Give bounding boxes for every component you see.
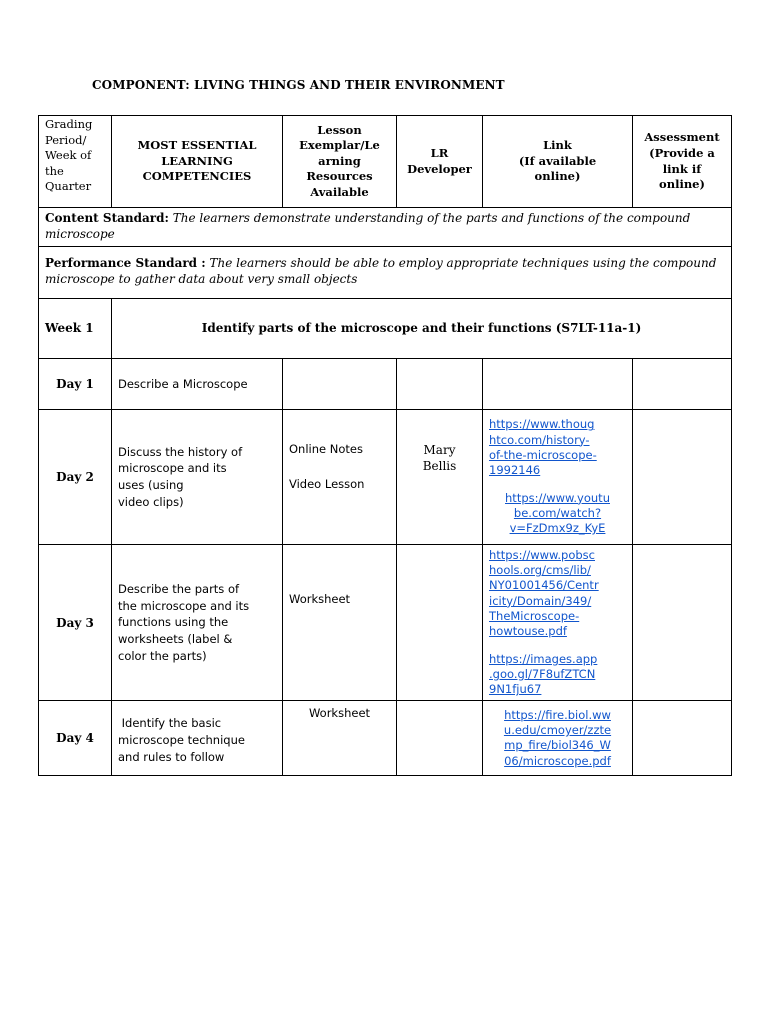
header-text: MOST ESSENTIAL bbox=[137, 138, 257, 153]
link-text: u.edu/cmoyer/zzte bbox=[503, 723, 612, 738]
header-text: COMPETENCIES bbox=[142, 169, 252, 184]
link-text: .goo.gl/7F8ufZTCN bbox=[489, 666, 596, 681]
resource-link[interactable] bbox=[489, 548, 626, 640]
header-text: (Provide a bbox=[649, 145, 715, 160]
resource-text: Worksheet bbox=[289, 591, 351, 606]
link-cell bbox=[483, 544, 633, 701]
competency-text: Identify the basic bbox=[118, 716, 222, 731]
competency-text: the microscope and its bbox=[118, 598, 250, 613]
resource-text: Online Notes bbox=[289, 442, 363, 457]
resource-link[interactable] bbox=[489, 708, 626, 769]
competency-cell bbox=[112, 701, 283, 776]
competency-text: Discuss the history of bbox=[118, 444, 243, 459]
competency-cell bbox=[112, 358, 283, 409]
link-text: hools.org/cms/lib/ bbox=[489, 563, 591, 578]
resources-cell bbox=[283, 544, 397, 701]
week-row bbox=[39, 298, 732, 358]
link-text: 06/microscope.pdf bbox=[504, 753, 611, 768]
link-text: TheMicroscope- bbox=[489, 609, 580, 624]
header-text: Assessment bbox=[644, 130, 720, 145]
competency-cell bbox=[112, 544, 283, 701]
header-text: Grading bbox=[45, 117, 93, 131]
header-text: Week of bbox=[45, 148, 92, 163]
competency-text: microscope and its bbox=[118, 461, 227, 476]
link-cell bbox=[483, 358, 633, 409]
assessment-cell bbox=[633, 409, 732, 544]
resource-text: Video Lesson bbox=[289, 476, 365, 491]
day-label: Day 3 bbox=[39, 544, 112, 701]
resource-link[interactable] bbox=[489, 491, 626, 537]
performance-standard-text: The learners should be able to employ appropriate techniques using the compound microscope to gather data about very small objects bbox=[45, 256, 717, 287]
component-title: COMPONENT: LIVING THINGS AND THEIR ENVIRONMENT bbox=[92, 78, 505, 92]
competency-text: microscope technique bbox=[118, 733, 245, 748]
header-competencies bbox=[112, 116, 283, 208]
link-text: mp_fire/biol346_W bbox=[504, 738, 611, 753]
header-assessment bbox=[633, 116, 732, 208]
day-row bbox=[39, 409, 732, 544]
link-text: howtouse.pdf bbox=[489, 624, 567, 639]
link-text: https://www.youtu bbox=[505, 490, 610, 505]
developer-cell bbox=[397, 544, 483, 701]
competency-text: worksheets (label & bbox=[118, 632, 233, 646]
week-label: Week 1 bbox=[39, 298, 112, 358]
link-text: https://www.thoug bbox=[489, 417, 595, 432]
header-text: Lesson bbox=[317, 122, 362, 137]
content-standard: Content Standard: The learners demonstrate understanding of the parts and functions of the compound microscope bbox=[39, 208, 732, 247]
day-row bbox=[39, 544, 732, 701]
developer-text: Mary bbox=[423, 443, 456, 458]
link-cell bbox=[483, 409, 633, 544]
assessment-cell bbox=[633, 701, 732, 776]
week-description: Identify parts of the microscope and their functions (S7LT-11a-1) bbox=[112, 298, 732, 358]
developer-cell bbox=[397, 358, 483, 409]
header-lesson-resources bbox=[283, 116, 397, 208]
competency-text: uses (using bbox=[118, 477, 184, 492]
header-text: online) bbox=[534, 169, 581, 184]
competency-text: color the parts) bbox=[118, 648, 207, 663]
competency-text: functions using the bbox=[118, 615, 229, 630]
developer-cell bbox=[397, 409, 483, 544]
link-text: https://fire.biol.ww bbox=[504, 707, 611, 722]
header-link bbox=[483, 116, 633, 208]
header-grading-period bbox=[39, 116, 112, 208]
performance-standard bbox=[39, 246, 732, 298]
link-text: be.com/watch? bbox=[513, 505, 602, 520]
header-text: link if bbox=[662, 161, 702, 176]
link-text: v=FzDmx9z_KyE bbox=[509, 521, 606, 536]
header-text: Quarter bbox=[45, 179, 92, 194]
assessment-cell bbox=[633, 544, 732, 701]
header-text: Resources bbox=[306, 169, 373, 184]
header-text: online) bbox=[659, 177, 705, 192]
header-text: Developer bbox=[407, 161, 472, 176]
resources-cell bbox=[283, 701, 397, 776]
resource-link[interactable] bbox=[489, 652, 626, 698]
resources-cell bbox=[283, 358, 397, 409]
developer-cell bbox=[397, 701, 483, 776]
performance-standard-row bbox=[39, 246, 732, 298]
header-text: the bbox=[45, 163, 64, 178]
link-text: htco.com/history- bbox=[489, 432, 590, 447]
header-text: LR bbox=[430, 145, 449, 160]
link-text: 1992146 bbox=[489, 463, 541, 478]
header-text: LEARNING bbox=[161, 153, 233, 168]
header-text: (If available bbox=[518, 153, 597, 168]
header-text: Available bbox=[310, 184, 369, 199]
competency-text: video clips) bbox=[118, 494, 184, 509]
day-row bbox=[39, 701, 732, 776]
day-label: Day 4 bbox=[39, 701, 112, 776]
competency-text: Describe a Microscope bbox=[118, 376, 248, 391]
lesson-plan-table bbox=[38, 115, 732, 776]
header-text: Exemplar/Le bbox=[299, 138, 380, 153]
performance-standard-label: Performance Standard : bbox=[45, 256, 206, 271]
competency-cell bbox=[112, 409, 283, 544]
link-text: https://images.app bbox=[489, 651, 598, 666]
link-text: https://www.pobsc bbox=[489, 547, 595, 562]
header-row bbox=[39, 116, 732, 208]
header-text: Period/ bbox=[45, 132, 87, 147]
link-text: 9N1fju67 bbox=[489, 682, 542, 697]
link-text: icity/Domain/349/ bbox=[489, 593, 592, 608]
competency-text: Describe the parts of bbox=[118, 581, 240, 596]
assessment-cell bbox=[633, 358, 732, 409]
resources-cell bbox=[283, 409, 397, 544]
header-text: arning bbox=[318, 153, 361, 168]
link-text: of-the-microscope- bbox=[489, 447, 597, 462]
content-standard-text: The learners demonstrate understanding of the parts and functions of the compound microscope bbox=[45, 211, 691, 241]
link-cell bbox=[483, 701, 633, 776]
resource-link[interactable] bbox=[489, 417, 626, 478]
developer-text: Bellis bbox=[422, 459, 457, 474]
content-standard-row bbox=[39, 208, 732, 247]
competency-text: and rules to follow bbox=[118, 749, 225, 764]
day-row bbox=[39, 358, 732, 409]
header-text: Link bbox=[543, 138, 572, 153]
day-label: Day 2 bbox=[39, 409, 112, 544]
link-text: NY01001456/Centr bbox=[489, 578, 599, 593]
day-label: Day 1 bbox=[39, 358, 112, 409]
content-standard-label: Content Standard bbox=[45, 211, 165, 225]
resource-text: Worksheet bbox=[308, 706, 371, 721]
header-lr-developer bbox=[397, 116, 483, 208]
